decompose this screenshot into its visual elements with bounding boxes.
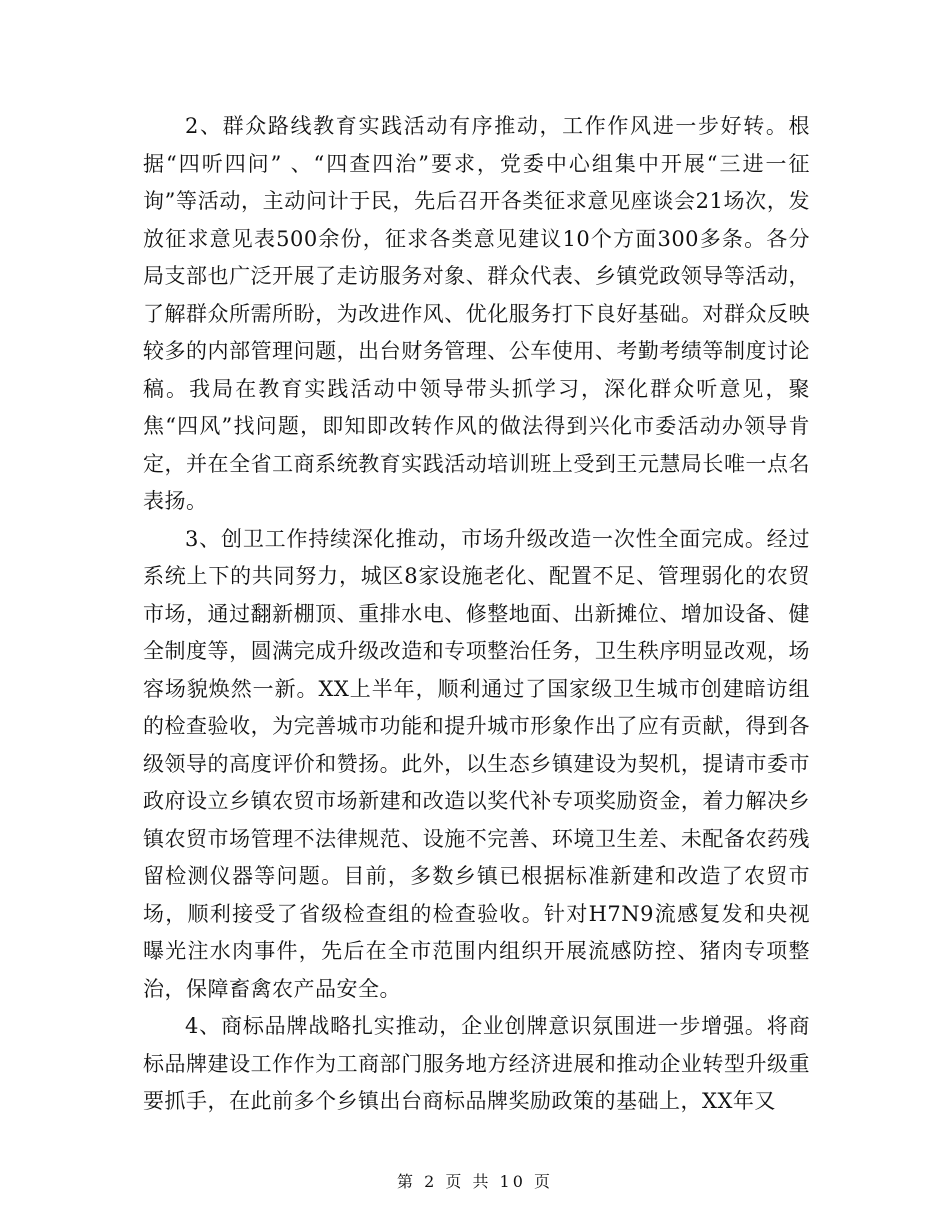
- page-footer: 第 2 页 共 10 页: [397, 1172, 553, 1191]
- paragraph-sanitation-market-upgrade: 3、创卫工作持续深化推动，市场升级改造一次性全面完成。经过系统上下的共同努力，城区8家设施老化、配置不足、管理弱化的农贸市场，通过翻新棚顶、重排水电、修整地面、出新摊位、增加设备、健全制度等，圆满完成升级改造和专项整治任务，卫生秩序明显改观，场容场貌焕然一新。XX上半年，顺利通过了国家级卫生城市创建暗访组的检查验收，为完善城市功能和提升城市形象作出了应有贡献，得到各级领导的高度评价和赞扬。此外，以生态乡镇建设为契机，提请市委市政府设立乡镇农贸市场新建和改造以奖代补专项奖励资金，着力解决乡镇农贸市场管理不法律规范、设施不完善、环境卫生差、未配备农药残留检测仪器等问题。目前，多数乡镇已根据标准新建和改造了农贸市场，顺利接受了省级检查组的检查验收。针对H7N9流感复发和央视曝光注水肉事件，先后在全市范围内组织开展流感防控、猪肉专项整治，保障畜禽农产品安全。: [143, 526, 810, 1001]
- paragraph-mass-line-education: 2、群众路线教育实践活动有序推动，工作作风进一步好转。根据“四听四问” 、“四查四治”要求，党委中心组集中开展“三进一征询”等活动，主动问计于民，先后召开各类征求意见座谈会21场次，发放征求意见表500余份，征求各类意见建议10个方面300多条。各分局支部也广泛开展了走访服务对象、群众代表、乡镇党政领导等活动，了解群众所需所盼，为改进作风、优化服务打下良好基础。对群众反映较多的内部管理问题，出台财务管理、公车使用、考勤考绩等制度讨论稿。我局在教育实践活动中领导带头抓学习，深化群众听意见，聚焦“四风”找问题，即知即改转作风的做法得到兴化市委活动办领导肯定，并在全省工商系统教育实践活动培训班上受到王元慧局长唯一点名表扬。: [143, 114, 810, 513]
- document-body: [143, 108, 810, 1121]
- paragraph-trademark-brand-strategy: 4、商标品牌战略扎实推动，企业创牌意识氛围进一步增强。将商标品牌建设工作作为工商部门服务地方经济进展和推动企业转型升级重要抓手，在此前多个乡镇出台商标品牌奖励政策的基础上，XX年又: [143, 1014, 810, 1113]
